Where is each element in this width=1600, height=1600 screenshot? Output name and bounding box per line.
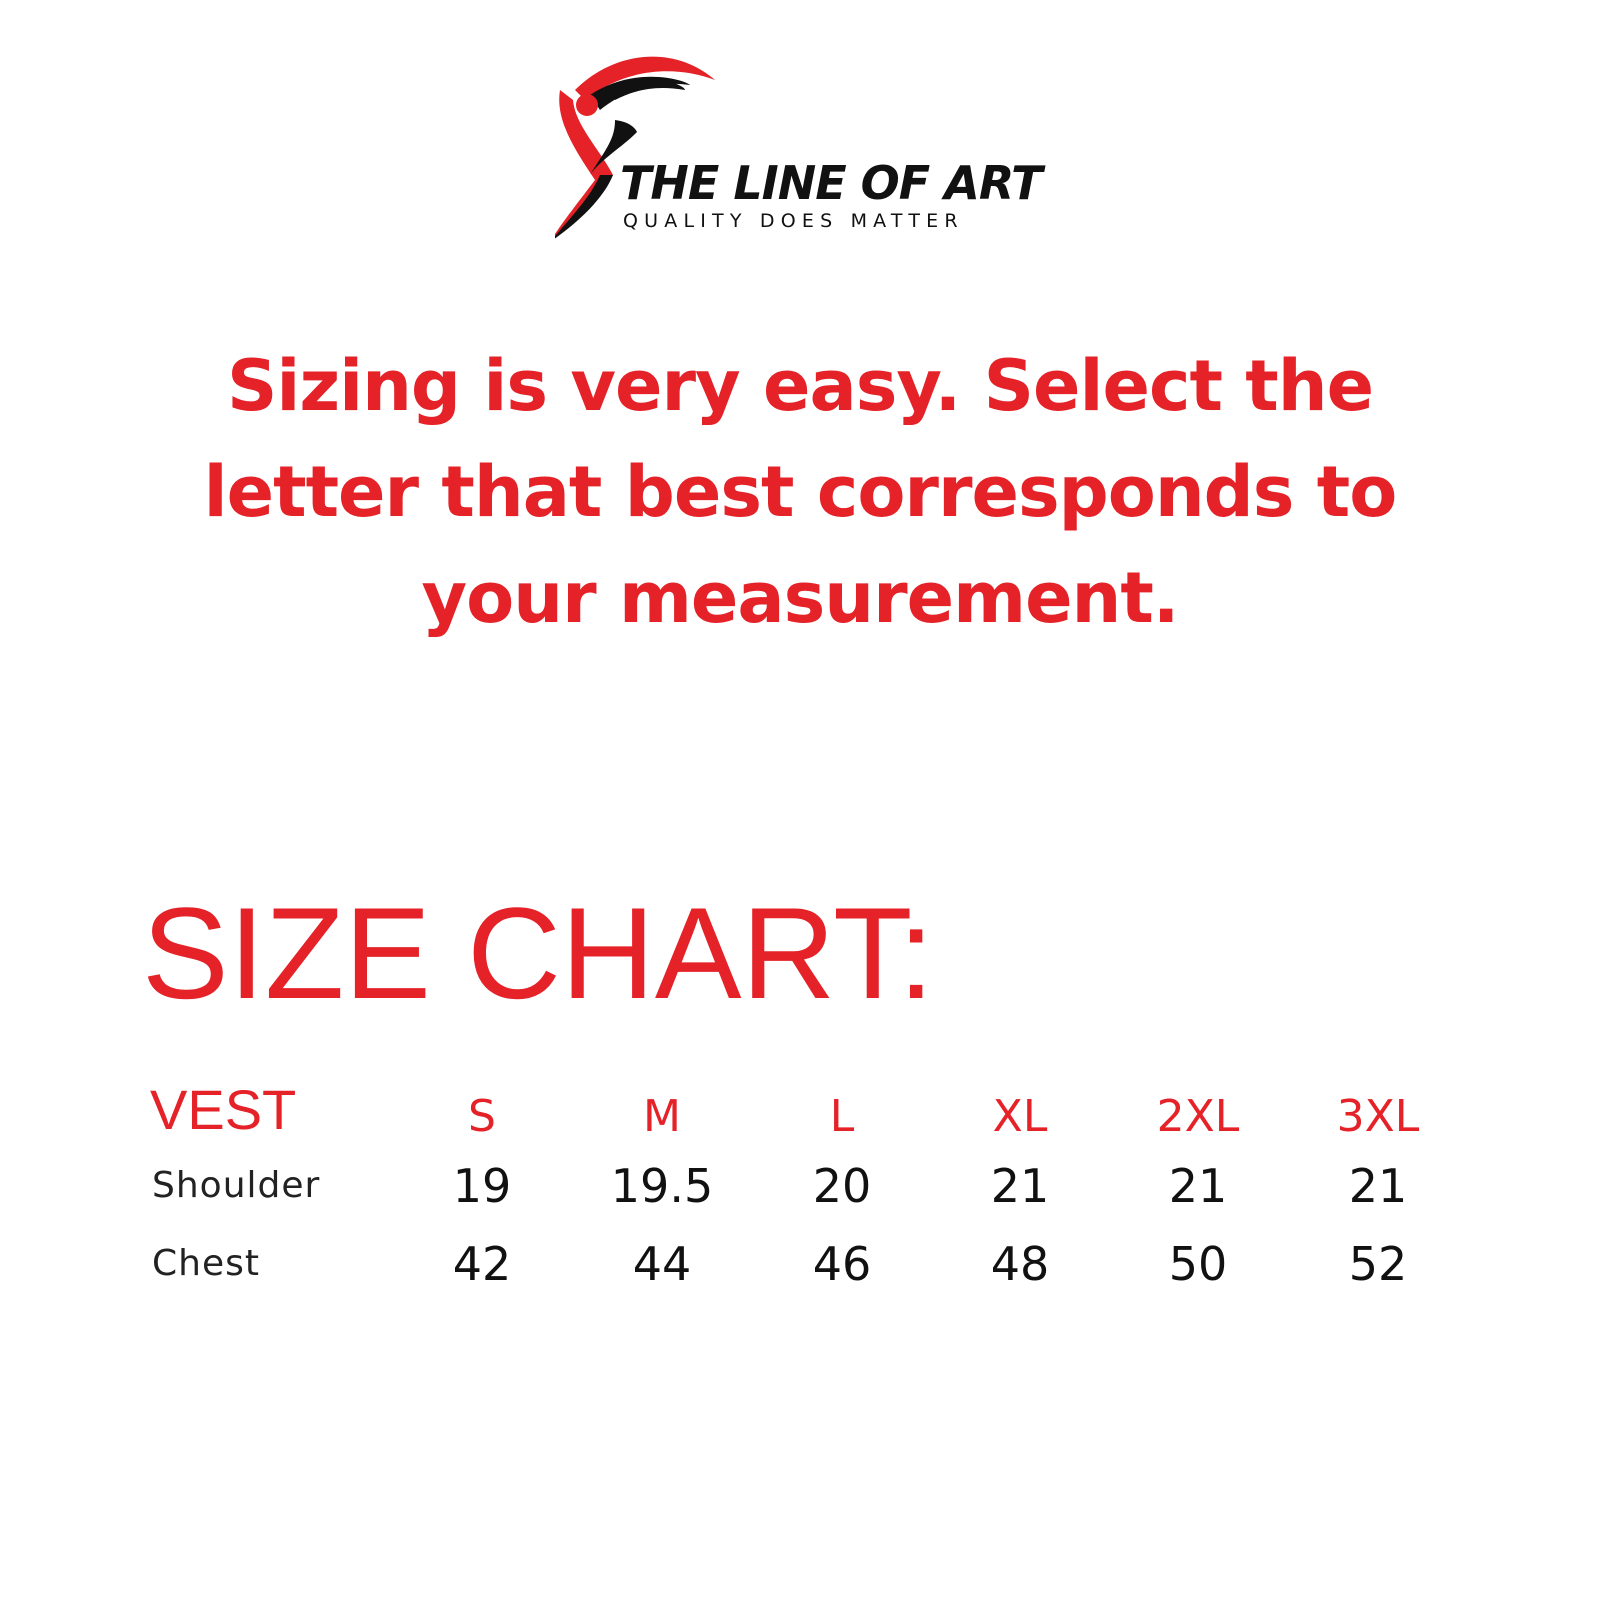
chest-value-l: 46 [812,1237,872,1291]
shoulder-value-l: 20 [812,1159,872,1213]
brand-name: THE LINE OF ART [620,156,1042,210]
sizing-instructions-line: letter that best corresponds to [203,451,1397,533]
row-label-chest: Chest [152,1243,260,1284]
shoulder-value-s: 19 [452,1159,512,1213]
size-header-s: S [468,1091,496,1142]
chest-value-3xl: 52 [1348,1237,1408,1291]
garment-type: VEST [150,1078,297,1141]
size-header-xl: XL [992,1091,1048,1142]
shoulder-value-3xl: 21 [1348,1159,1408,1213]
chest-value-xl: 48 [990,1237,1050,1291]
size-header-m: M [643,1091,681,1142]
brand-tagline: QUALITY DOES MATTER [623,210,964,232]
brand-logo [555,50,1055,250]
sizing-instructions-line: Sizing is very easy. Select the [226,345,1374,427]
sizing-instructions-line: your measurement. [421,557,1179,639]
shoulder-value-2xl: 21 [1168,1159,1228,1213]
size-header-3xl: 3XL [1336,1091,1420,1142]
size-chart-title: SIZE CHART: [142,880,935,1026]
shoulder-value-xl: 21 [990,1159,1050,1213]
chest-value-s: 42 [452,1237,512,1291]
row-label-shoulder: Shoulder [152,1165,321,1206]
size-header-2xl: 2XL [1156,1091,1240,1142]
chest-value-2xl: 50 [1168,1237,1228,1291]
size-chart-table [0,1060,1600,1320]
shoulder-value-m: 19.5 [610,1159,714,1213]
sizing-instructions [150,333,1450,651]
chest-value-m: 44 [632,1237,692,1291]
size-header-l: L [829,1091,855,1142]
